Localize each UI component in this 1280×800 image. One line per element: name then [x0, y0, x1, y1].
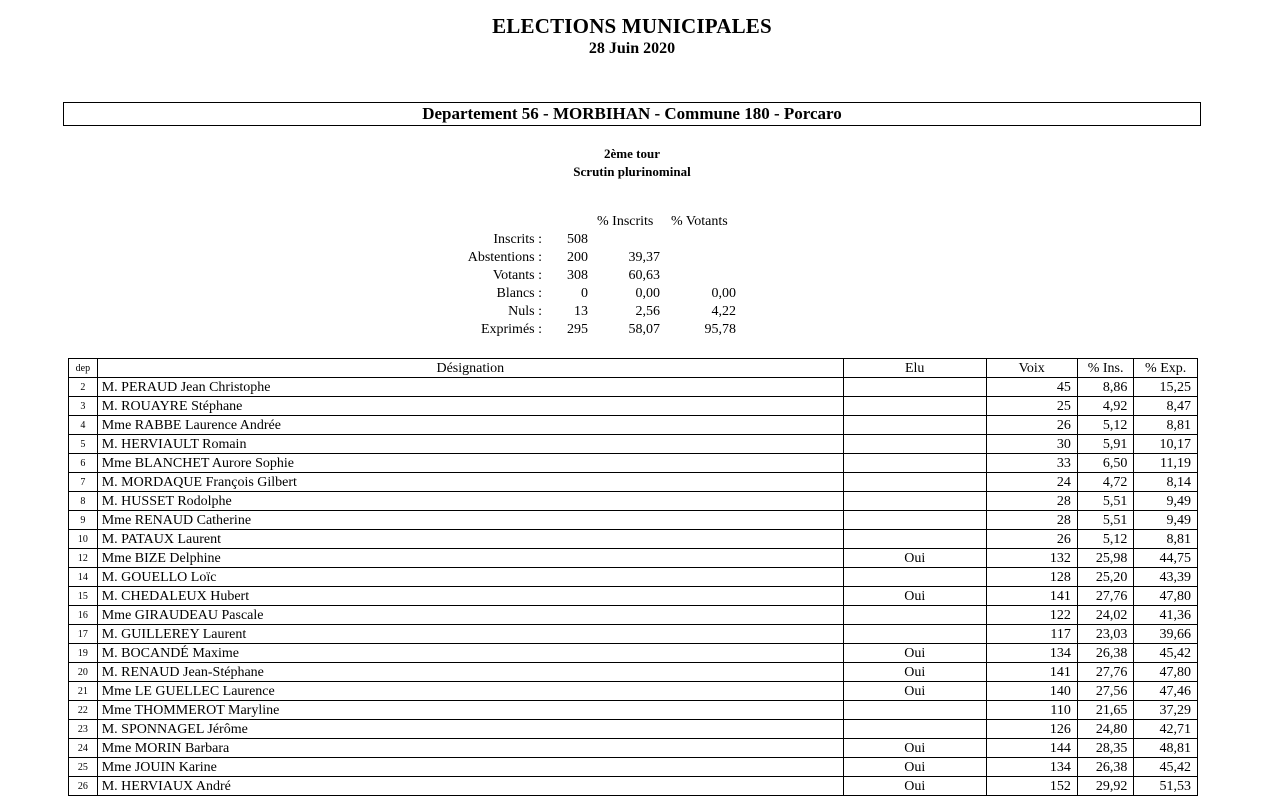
row-pct-exp: 42,71: [1134, 720, 1198, 739]
row-elu: [843, 511, 986, 530]
table-row: [69, 587, 1198, 606]
table-row: [69, 454, 1198, 473]
row-pct-ins: 5,51: [1077, 511, 1133, 530]
row-designation: Mme JOUIN Karine: [97, 758, 843, 777]
row-voix: 117: [986, 625, 1077, 644]
table-row: [69, 606, 1198, 625]
row-pct-ins: 24,02: [1077, 606, 1133, 625]
stats-pct-inscrits: 0,00: [635, 286, 660, 301]
row-elu: Oui: [843, 682, 986, 701]
ballot-type-label: Scrutin plurinominal: [573, 164, 691, 179]
row-pct-exp: 10,17: [1134, 435, 1198, 454]
stats-pct-inscrits: 39,37: [628, 250, 660, 265]
row-designation: M. SPONNAGEL Jérôme: [97, 720, 843, 739]
stats-label: Nuls :: [508, 304, 542, 319]
row-elu: Oui: [843, 777, 986, 796]
row-elu: Oui: [843, 739, 986, 758]
row-pct-ins: 27,56: [1077, 682, 1133, 701]
row-designation: Mme BLANCHET Aurore Sophie: [97, 454, 843, 473]
row-pct-exp: 47,80: [1134, 587, 1198, 606]
row-dep: 14: [69, 568, 98, 587]
row-elu: Oui: [843, 758, 986, 777]
row-designation: Mme LE GUELLEC Laurence: [97, 682, 843, 701]
row-pct-ins: 8,86: [1077, 378, 1133, 397]
row-designation: M. PATAUX Laurent: [97, 530, 843, 549]
table-row: [69, 644, 1198, 663]
row-dep: 20: [69, 663, 98, 682]
row-elu: Oui: [843, 644, 986, 663]
row-pct-exp: 11,19: [1134, 454, 1198, 473]
col-pct-ins: % Ins.: [1077, 359, 1133, 378]
row-voix: 134: [986, 758, 1077, 777]
row-voix: 110: [986, 701, 1077, 720]
results-header-row: [69, 359, 1198, 378]
row-pct-ins: 26,38: [1077, 758, 1133, 777]
row-designation: Mme GIRAUDEAU Pascale: [97, 606, 843, 625]
row-pct-exp: 39,66: [1134, 625, 1198, 644]
commune-header: Departement 56 - MORBIHAN - Commune 180 - Porcaro: [63, 102, 1201, 126]
table-row: [69, 378, 1198, 397]
row-dep: 6: [69, 454, 98, 473]
table-row: [69, 473, 1198, 492]
row-pct-exp: 8,81: [1134, 530, 1198, 549]
stats-label: Abstentions :: [467, 250, 542, 265]
row-voix: 128: [986, 568, 1077, 587]
row-elu: [843, 720, 986, 739]
stats-value: 308: [567, 268, 588, 283]
table-row: [69, 625, 1198, 644]
row-dep: 4: [69, 416, 98, 435]
row-designation: Mme RENAUD Catherine: [97, 511, 843, 530]
row-dep: 10: [69, 530, 98, 549]
row-pct-ins: 5,12: [1077, 530, 1133, 549]
row-elu: [843, 378, 986, 397]
row-voix: 25: [986, 397, 1077, 416]
col-pct-exp: % Exp.: [1134, 359, 1198, 378]
table-row: [69, 701, 1198, 720]
row-pct-ins: 27,76: [1077, 663, 1133, 682]
row-dep: 12: [69, 549, 98, 568]
table-row: [69, 530, 1198, 549]
row-designation: M. HUSSET Rodolphe: [97, 492, 843, 511]
row-voix: 140: [986, 682, 1077, 701]
row-elu: [843, 416, 986, 435]
row-pct-ins: 6,50: [1077, 454, 1133, 473]
table-row: [69, 682, 1198, 701]
row-voix: 26: [986, 416, 1077, 435]
stats-label: Blancs :: [496, 286, 542, 301]
stats-pct-inscrits: 60,63: [628, 268, 660, 283]
row-elu: [843, 606, 986, 625]
row-pct-ins: 24,80: [1077, 720, 1133, 739]
row-dep: 15: [69, 587, 98, 606]
row-designation: M. GUILLEREY Laurent: [97, 625, 843, 644]
row-dep: 19: [69, 644, 98, 663]
round-label: 2ème tour: [604, 146, 660, 161]
col-designation: Désignation: [97, 359, 843, 378]
row-pct-exp: 48,81: [1134, 739, 1198, 758]
row-voix: 144: [986, 739, 1077, 758]
row-voix: 141: [986, 587, 1077, 606]
row-pct-ins: 5,91: [1077, 435, 1133, 454]
stats-pct-votants: 95,78: [704, 322, 736, 337]
row-designation: M. GOUELLO Loïc: [97, 568, 843, 587]
row-voix: 132: [986, 549, 1077, 568]
row-designation: Mme MORIN Barbara: [97, 739, 843, 758]
row-voix: 24: [986, 473, 1077, 492]
row-pct-exp: 41,36: [1134, 606, 1198, 625]
row-elu: [843, 454, 986, 473]
stats-pct-inscrits: 2,56: [635, 304, 660, 319]
page-title: ELECTIONS MUNICIPALES: [492, 14, 772, 38]
row-designation: M. BOCANDÉ Maxime: [97, 644, 843, 663]
row-elu: [843, 625, 986, 644]
row-dep: 21: [69, 682, 98, 701]
row-designation: M. HERVIAUX André: [97, 777, 843, 796]
row-designation: M. PERAUD Jean Christophe: [97, 378, 843, 397]
row-dep: 3: [69, 397, 98, 416]
stats-value: 200: [567, 250, 588, 265]
table-row: [69, 511, 1198, 530]
row-pct-exp: 9,49: [1134, 511, 1198, 530]
row-pct-exp: 45,42: [1134, 644, 1198, 663]
table-row: [69, 549, 1198, 568]
row-voix: 126: [986, 720, 1077, 739]
row-pct-ins: 25,20: [1077, 568, 1133, 587]
row-dep: 17: [69, 625, 98, 644]
row-designation: Mme RABBE Laurence Andrée: [97, 416, 843, 435]
row-pct-exp: 47,80: [1134, 663, 1198, 682]
table-row: [69, 777, 1198, 796]
stats-value: 295: [567, 322, 588, 337]
stats-value: 0: [581, 286, 588, 301]
row-dep: 22: [69, 701, 98, 720]
row-dep: 9: [69, 511, 98, 530]
table-row: [69, 435, 1198, 454]
row-dep: 23: [69, 720, 98, 739]
row-pct-exp: 8,81: [1134, 416, 1198, 435]
row-pct-exp: 9,49: [1134, 492, 1198, 511]
row-pct-ins: 23,03: [1077, 625, 1133, 644]
row-pct-exp: 44,75: [1134, 549, 1198, 568]
row-designation: M. HERVIAULT Romain: [97, 435, 843, 454]
table-row: [69, 720, 1198, 739]
row-pct-exp: 43,39: [1134, 568, 1198, 587]
row-elu: [843, 435, 986, 454]
stats-pct-votants: 4,22: [711, 304, 736, 319]
stats-pct-inscrits: 58,07: [628, 322, 660, 337]
col-dep: dep: [69, 359, 98, 378]
row-dep: 5: [69, 435, 98, 454]
row-pct-exp: 51,53: [1134, 777, 1198, 796]
row-elu: [843, 492, 986, 511]
row-designation: Mme THOMMEROT Maryline: [97, 701, 843, 720]
row-pct-ins: 25,98: [1077, 549, 1133, 568]
table-row: [69, 758, 1198, 777]
row-dep: 7: [69, 473, 98, 492]
row-voix: 28: [986, 492, 1077, 511]
row-elu: Oui: [843, 587, 986, 606]
table-row: [69, 416, 1198, 435]
table-row: [69, 568, 1198, 587]
pct-inscrits-header: % Inscrits: [597, 214, 654, 229]
col-elu: Elu: [843, 359, 986, 378]
stats-pct-votants: 0,00: [711, 286, 736, 301]
row-designation: M. CHEDALEUX Hubert: [97, 587, 843, 606]
stats-value: 13: [574, 304, 588, 319]
row-elu: [843, 397, 986, 416]
row-elu: [843, 530, 986, 549]
row-elu: Oui: [843, 663, 986, 682]
row-voix: 45: [986, 378, 1077, 397]
row-elu: [843, 568, 986, 587]
row-elu: [843, 701, 986, 720]
row-pct-exp: 47,46: [1134, 682, 1198, 701]
row-elu: [843, 473, 986, 492]
row-voix: 33: [986, 454, 1077, 473]
row-pct-ins: 5,12: [1077, 416, 1133, 435]
table-row: [69, 397, 1198, 416]
row-voix: 28: [986, 511, 1077, 530]
row-pct-ins: 5,51: [1077, 492, 1133, 511]
table-row: [69, 739, 1198, 758]
row-elu: Oui: [843, 549, 986, 568]
stats-label: Inscrits :: [493, 232, 542, 247]
row-designation: M. ROUAYRE Stéphane: [97, 397, 843, 416]
row-pct-ins: 27,76: [1077, 587, 1133, 606]
row-dep: 25: [69, 758, 98, 777]
stats-label: Votants :: [492, 268, 542, 283]
election-date: 28 Juin 2020: [588, 40, 676, 57]
row-voix: 26: [986, 530, 1077, 549]
pct-votants-header: % Votants: [671, 214, 728, 229]
row-voix: 30: [986, 435, 1077, 454]
stats-label: Exprimés :: [480, 322, 542, 337]
row-dep: 2: [69, 378, 98, 397]
row-pct-exp: 8,47: [1134, 397, 1198, 416]
row-dep: 8: [69, 492, 98, 511]
row-voix: 152: [986, 777, 1077, 796]
row-voix: 134: [986, 644, 1077, 663]
row-designation: Mme BIZE Delphine: [97, 549, 843, 568]
row-dep: 24: [69, 739, 98, 758]
row-voix: 141: [986, 663, 1077, 682]
row-pct-ins: 29,92: [1077, 777, 1133, 796]
row-dep: 16: [69, 606, 98, 625]
results-table: [68, 358, 1198, 796]
row-pct-ins: 21,65: [1077, 701, 1133, 720]
row-voix: 122: [986, 606, 1077, 625]
row-designation: M. RENAUD Jean-Stéphane: [97, 663, 843, 682]
row-dep: 26: [69, 777, 98, 796]
row-pct-ins: 4,92: [1077, 397, 1133, 416]
row-pct-exp: 37,29: [1134, 701, 1198, 720]
table-row: [69, 492, 1198, 511]
stats-value: 508: [567, 232, 588, 247]
table-row: [69, 663, 1198, 682]
col-voix: Voix: [986, 359, 1077, 378]
row-pct-ins: 28,35: [1077, 739, 1133, 758]
row-pct-ins: 4,72: [1077, 473, 1133, 492]
row-pct-exp: 15,25: [1134, 378, 1198, 397]
row-pct-exp: 45,42: [1134, 758, 1198, 777]
row-pct-exp: 8,14: [1134, 473, 1198, 492]
row-pct-ins: 26,38: [1077, 644, 1133, 663]
row-designation: M. MORDAQUE François Gilbert: [97, 473, 843, 492]
